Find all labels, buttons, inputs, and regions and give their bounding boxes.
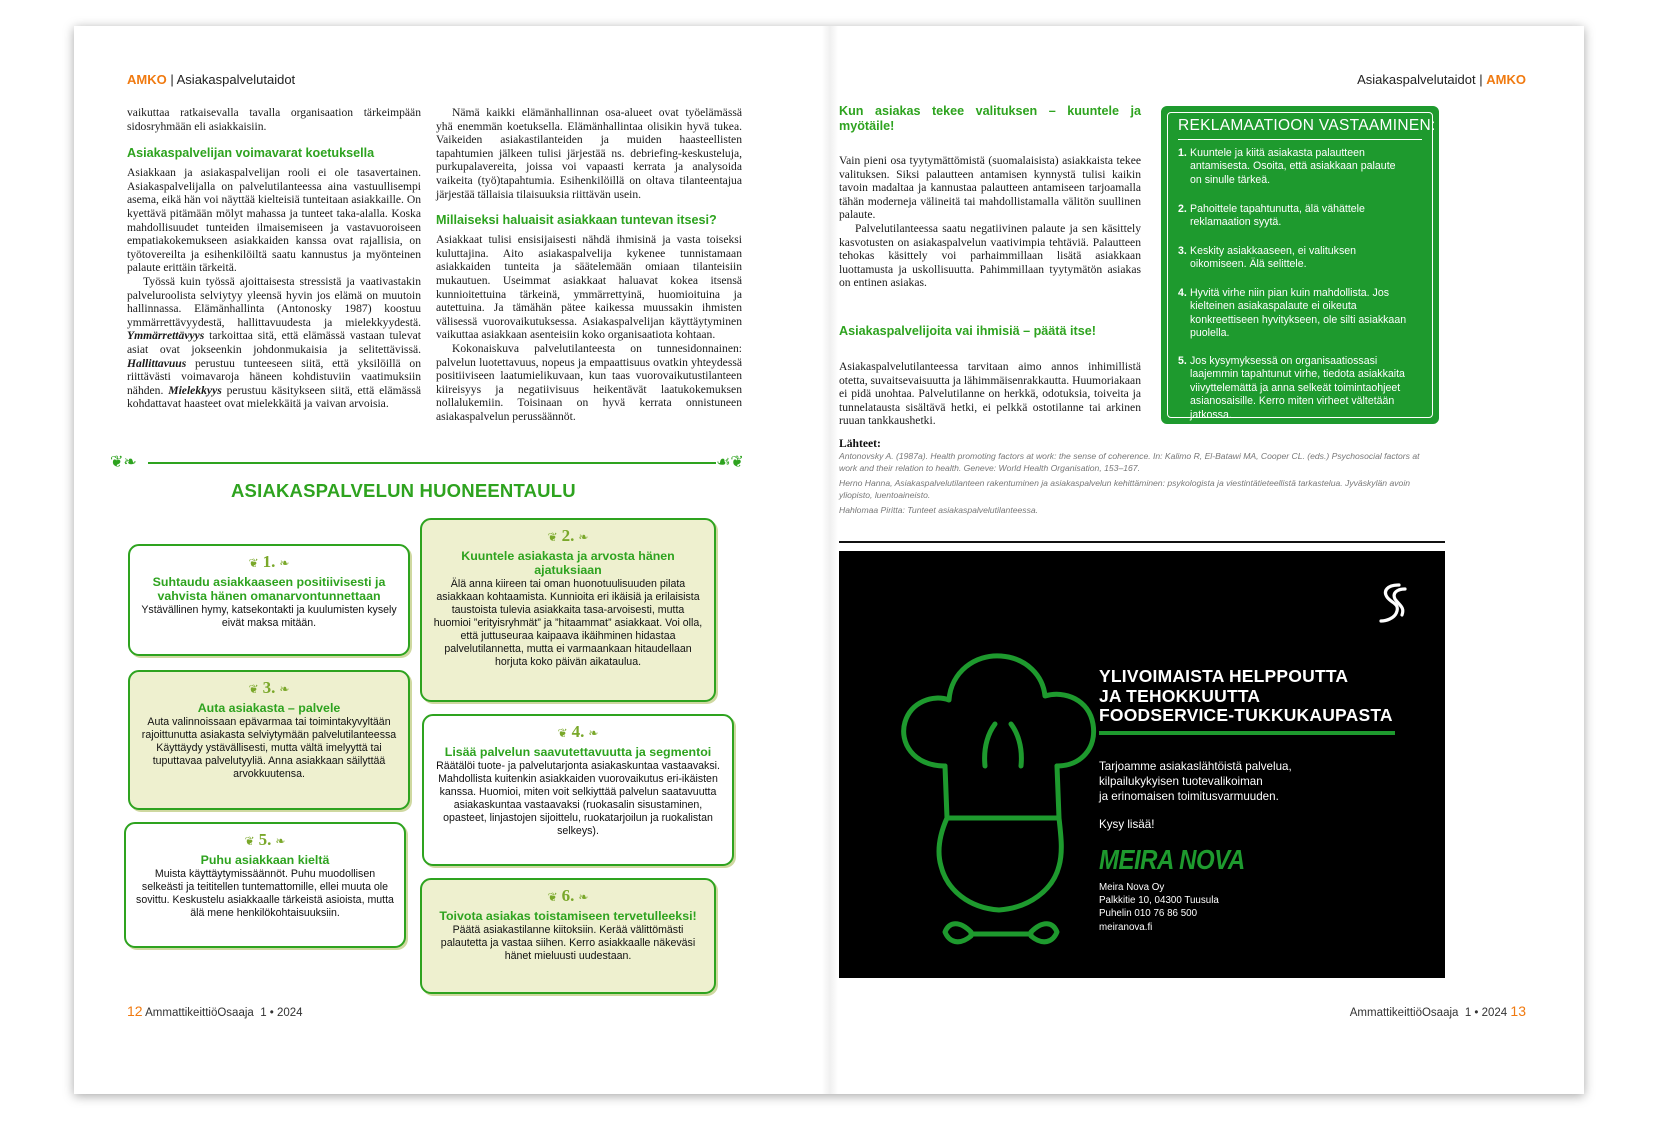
flourish-icon: ❧ <box>279 682 290 696</box>
ornament-left-icon: ❦❧ <box>110 452 137 471</box>
rule-card-4 <box>422 714 734 866</box>
card-number: ❦ 2. ❧ <box>422 526 714 547</box>
address-line: Meira Nova Oy <box>1099 882 1165 893</box>
card-body: Päätä asiakastilanne kiitoksiin. Kerää välittömästi palautetta ja vastaa siihen. Kerro asiakkaalle näkeväsi hänet mieluusti uudestaan. <box>440 924 696 962</box>
address-line: Puhelin 010 76 86 500 <box>1099 908 1198 920</box>
body-paragraph: Nämä kaikki elämänhallinnan osa-alueet ovat työelämässä yhä enemmän koetuksella. Elämänhallintaa olisikin hyvä tukea. Vaikeiden asiakastilanteiden ja muiden haasteellisten tapahtumien jälkeen tulisi järjestää ns. debriefing-keskusteluja, purkupalavereita, joissa voi vapaasti kerrata ja analysoida vaikeita (työ)tapahtumia. Esihenkilöillä on oltava tilanteentajua järjestää tällaisia tilaisuuksia riittävän usein. <box>436 106 742 201</box>
headline-line: YLIVOIMAISTA HELPPOUTTA <box>1099 666 1349 686</box>
source-item: Hahlomaa Piritta: Tunteet asiakaspalvelutilanteessa. <box>839 505 1039 515</box>
ad-body-line: ja erinomaisen toimitusvarmuuden. <box>1099 790 1279 803</box>
text-column-1 <box>127 106 421 411</box>
page-number: 12 <box>127 1003 143 1019</box>
magazine-spread <box>74 26 1584 1094</box>
magazine-name: AmmattikeittiöOsaaja <box>145 1007 254 1019</box>
body-paragraph: Asiakkaan ja asiakaspalvelijan rooli ei ole tasavertainen. Asiakaspalvelijalla on palvelutilanteessa aina vastuullisempi asema, eikä hän voi näyttää kielteisiä tunteitaan asiakkaille. On kyettävä pitämään mölyt mahassa ja tunteet taka-alalla. Koska mahdollisuudet tunteiden ilmaisemiseen ja vastavuoroiseen empatiakokemukseen asiakkaiden kanssa ovat rajallisia, on työtovereilta ja esihenkilöiltä saatu kannustus ja myönteinen palaute erittäin tärkeitä. <box>127 166 421 275</box>
reklamaatio-item: 4. Hyvitä virhe niin pian kuin mahdollista. Jos kielteinen asiakaspalaute ei oikeuta konkreettiseen hyvitykseen, ole silti asiakkaan puolella. <box>1178 287 1407 340</box>
card-number: ❦ 3. ❧ <box>130 678 408 699</box>
separator-rule <box>839 541 1445 543</box>
flourish-icon: ❧ <box>279 556 290 570</box>
reklamaatio-item: 1. Kuuntele ja kiitä asiakasta palautteen antamisesta. Osoita, että asiakkaan palaute on sinulle tärkeä. <box>1178 147 1396 186</box>
rule-card-1 <box>128 544 410 656</box>
flourish-icon: ❦ <box>557 726 568 740</box>
title-underline <box>1178 139 1422 140</box>
huoneentaulu-title: ASIAKASPALVELUN HUONEENTAULU <box>231 480 576 501</box>
reklamaatio-item: 3. Keskity asiakkaaseen, ei valituksen oikomiseen. Älä selittele. <box>1178 245 1357 271</box>
reklamaatio-item: 2. Pahoittele tapahtunutta, älä vähättele reklamaation syytä. <box>1178 203 1365 229</box>
footer-left <box>127 1003 303 1019</box>
card-title: Puhu asiakkaan kieltä <box>200 853 330 867</box>
text-run: perustuu tunteeseen siitä, että yksilöillä on riittävästi voimavaroja häneen kohdistuviin vaatimuksiin nähden. <box>127 356 421 397</box>
card-body: Auta valinnoissaan epävarmaa tai toimintakyvyltään rajoittunutta asiakasta selviytymään palvelutilanteessa Käyttäydy ystävällisesti, mutta vältä imelyyttä tai tuputtavaa palvelutyyliä. Anna asiakkaan säilyttää arvokkuutensa. <box>141 716 397 780</box>
section-heading: Asiakaspalvelijan voimavarat koetuksella <box>127 146 375 161</box>
ad-address <box>1099 881 1219 934</box>
card-number: ❦ 6. ❧ <box>422 886 714 907</box>
text-column-3 <box>839 104 1141 428</box>
flourish-icon: ❧ <box>578 530 589 544</box>
address-line: meiranova.fi <box>1099 921 1153 933</box>
headline-line: JA TEHOKKUUTTA <box>1099 685 1261 706</box>
header-brand: AMKO <box>1486 72 1526 87</box>
body-paragraph <box>127 275 421 411</box>
flourish-icon: ❦ <box>244 834 255 848</box>
rule-card-6 <box>420 878 716 994</box>
ad-headline <box>1099 667 1393 726</box>
page-number: 13 <box>1510 1003 1526 1019</box>
s-logo-icon <box>1377 581 1409 625</box>
right-page <box>829 26 1584 1094</box>
intro-paragraph: vaikuttaa ratkaisevalla tavalla organisaation tärkeimpään sidosryhmään eli asiakkaisiin. <box>127 106 421 133</box>
card-title: Suhtaudu asiakkaaseen positiivisesti ja vahvista hänen omanarvontunnettaan <box>152 575 386 603</box>
header-separator: | <box>1479 72 1483 87</box>
header-separator: | <box>170 72 174 87</box>
magazine-name: AmmattikeittiöOsaaja <box>1349 1007 1459 1019</box>
card-number: ❦ 4. ❧ <box>424 722 732 743</box>
running-header-right <box>1357 72 1526 87</box>
section-heading: Asiakaspalvelijoita vai ihmisiä – päätä itse! <box>839 323 1096 338</box>
ad-body <box>1099 759 1292 804</box>
body-paragraph: Asiakkaat tulisi ensisijaisesti nähdä ihmisinä ja vasta toiseksi kuluttajina. Aito asiakaspalvelija kykenee tunnistamaan asiakkaiden tunteita ja säätelemään omiaan tilanteisiin mukautuen. Useimmat asiakkaat haluavat kokea itsensä kunnioitettuina tärkeinä, ymmärrettyinä, huomioituina ja autettuina. Ja tämähän pätee kaikessa muussakin ihmisten välisessä vuorovaikutuksessa. Asiakaspalvelijan käyttäytyminen vaikuttaa asiakkaan asenteisiin koko organisaatiota kohtaan. <box>436 233 742 342</box>
meira-nova-advertisement <box>839 551 1445 978</box>
term-emphasis: Ymmärrettävyys <box>127 329 205 343</box>
issue-number: 1 • 2024 <box>1464 1007 1508 1019</box>
ad-accent-bar <box>1099 731 1395 735</box>
headline-line: FOODSERVICE-TUKKUKAUPASTA <box>1099 705 1393 725</box>
text-run: perustuu käsitykseen siitä, että elämässä kohdattavat haasteet ovat mielekkäitä ja vaivan arvoisia. <box>127 383 422 411</box>
header-brand: AMKO <box>127 72 167 87</box>
card-title: Toivota asiakas toistamiseen tervetulleeksi! <box>439 909 697 923</box>
text-run: tarkoittaa sitä, että elämässä vastaan tulevat asiat ovat jokseenkin johdonmukaisia ja selitettävissä. <box>127 329 421 356</box>
card-body: Räätälöi tuote- ja palvelutarjonta asiakaskuntaa vastaavaksi. Mahdollista kuitenkin asiakkaiden vuorovaikutus eri-ikäisten kanssa. Huomioi, miten voit selkiyttää palvelun saatavuutta asiakaskuntaa vastaavaksi (ruokasalin sisustaminen, opasteet, linjastojen sijoittelu, ruokatarjoilun ja ruokalistan selkeys). <box>436 760 720 837</box>
card-body: Ystävällinen hymy, katsekontakti ja kuulumisten kysely eivät maksa mitään. <box>141 604 397 629</box>
reklamaatio-item: 5. Jos kysymyksessä on organisaatiossasi laajemmin tapahtunut virhe, tiedota asiakkaita viivyttelemättä ja anna selkeät toimintaohjeet asianosaisille. Kerro miten virheet vältetään jatkossa. <box>1178 355 1405 421</box>
flourish-icon: ❧ <box>578 890 589 904</box>
flourish-icon: ❦ <box>547 530 558 544</box>
card-body: Muista käyttäytymissäännöt. Puhu muodollisen selkeästi ja teititellen tuntemattomille, ellei muuta ole sovittu. Keskustelu asiakkaalle tärkeistä asioista, mutta älä mene henkilökohtaisuuksiin. <box>136 868 394 919</box>
flourish-icon: ❦ <box>547 890 558 904</box>
rule-card-5 <box>124 822 406 948</box>
flourish-icon: ❦ <box>248 556 259 570</box>
rule-card-3 <box>128 670 410 810</box>
card-body: Älä anna kiireen tai oman huonotuulisuuden pilata asiakkaan kohtaamista. Kunnioita eri ikäisiä ja erilaisista taustoista tulevia asiakkaita tasa-arvoisesti, mutta huomioi ”erityisryhmät” ja ”hitaammat” asiakkaat. Voi olla, että juttuseuraa kaipaava ikäihminen hidastaa palvelutilannetta, mutta ei varmaankaan hitaudellaan horjuta koko päivän aikataulua. <box>433 578 703 668</box>
card-number: ❦ 1. ❧ <box>130 552 408 573</box>
body-paragraph: Kokonaiskuva palvelutilanteesta on tunnesidonnainen: palvelun luotettavuus, nopeus ja empaattisuus ovatkin yhteydessä positiiviseen laatumielikuvaan, kun taas vuorovaikutustilanteen kiireisyys ja negatiivisuus heikentävät laatukokemuksen nollalukemiin. Toisinaan on hyvä kerrata onnistuneen asiakaspalvelun perussäännöt. <box>436 341 742 423</box>
left-page <box>74 26 829 1094</box>
header-title: Asiakaspalvelutaidot <box>1357 72 1476 87</box>
card-title: Kuuntele asiakasta ja arvosta hänen ajatuksiaan <box>461 549 675 577</box>
flourish-icon: ❦ <box>248 682 259 696</box>
card-number: ❦ 5. ❧ <box>126 830 404 851</box>
section-heading: Kun asiakas tekee valituksen – kuuntele ja myötäile! <box>839 104 1141 133</box>
flourish-icon: ❧ <box>275 834 286 848</box>
ad-body-line: kilpailukykyisen tuotevalikoiman <box>1099 775 1263 788</box>
meira-nova-logo: MEIRA NOVA <box>1099 845 1245 877</box>
decorative-rule <box>148 462 716 464</box>
term-emphasis: Mielekkyys <box>168 383 222 397</box>
source-item: Antonovsky A. (1987a). Health promoting factors at work: the sense of coherence. In: Kalimo R, El-Batawi MA, Cooper CL. (eds.) Psychosocial factors at work and their relation to health. Geneve: World Health Organisation, 153–167. <box>839 451 1420 473</box>
reklamaatio-title: REKLAMAATIOON VASTAAMINEN: <box>1178 117 1436 134</box>
body-paragraph: Vain pieni osa tyytymättömistä (suomalaisista) asiakkaista tekee valituksen. Siksi palautteen antamisen kynnystä tulisi kaikin tavoin madaltaa ja kannustaa palautteen antamiseen tarjoamalla tähän moderneja välineitä tai mahdollistamalla välitön suullinen palaute. <box>839 154 1141 222</box>
card-title: Auta asiakasta – palvele <box>197 701 341 715</box>
running-header-left <box>127 72 295 87</box>
ad-cta: Kysy lisää! <box>1099 818 1155 831</box>
chef-hat-illustration-icon <box>889 646 1109 956</box>
source-item: Herno Hanna, Asiakaspalvelutilanteen rakentuminen ja asiakaspalvelun kehittäminen: psykologista ja viestintätieteellistä tarkastelua. Jyväskylän avoin yliopisto, luentoaineisto. <box>839 478 1411 500</box>
ad-body-line: Tarjoamme asiakaslähtöistä palvelua, <box>1099 760 1292 773</box>
ornament-right-icon: ☙❦ <box>716 452 744 471</box>
term-emphasis: Hallittavuus <box>127 356 187 370</box>
sources <box>839 438 1439 516</box>
flourish-icon: ❧ <box>588 726 599 740</box>
card-title: Lisää palvelun saavutettavuutta ja segmentoi <box>444 745 712 759</box>
sources-label: Lähteet: <box>839 437 881 450</box>
address-line: Palkkitie 10, 04300 Tuusula <box>1099 895 1219 907</box>
issue-number: 1 • 2024 <box>260 1007 303 1019</box>
header-title: Asiakaspalvelutaidot <box>176 72 296 87</box>
rule-card-2 <box>420 518 716 702</box>
body-paragraph: Asiakaspalvelutilanteessa tarvitaan aimo annos inhimillistä otetta, suvaitsevaisuutta ja lähimmäisenrakkautta. Huumoriakaan ei pidä unohtaa. Palvelutilanne on herkkä, odotuksia, toiveita ja tunnelatausta sisältävä hetki, ei pelkkä ostotilanne tai arkinen ruuan tankkaushetki. <box>839 359 1141 428</box>
footer-right <box>1350 1003 1526 1019</box>
text-run: Työssä kuin työssä ajoittaisesta stressistä ja vaativastakin palveluroolista selviytyy yleensä hyvin jos elämä on muutoin hallinnassa. Elämänhallinta (Antonosky 1987) koostuu ymmärrettävyydestä, hallittavuudesta ja mielekkyydestä. <box>127 274 421 329</box>
reklamaatio-box <box>1161 106 1439 424</box>
text-column-2 <box>436 106 742 423</box>
section-heading: Millaiseksi haluaisit asiakkaan tuntevan itsesi? <box>436 213 717 228</box>
body-paragraph: Palvelutilanteessa saatu negatiivinen palaute ja sen käsittely kasvotusten on asiakaspalvelun vaativimpia tehtäviä. Palautteen tehokas käsittely voi parhaimmillaan lisätä asiakkaan luottamusta ja uskollisuutta. Pahimmillaan tyytymätön asiakas on entinen asiakas. <box>839 221 1141 290</box>
